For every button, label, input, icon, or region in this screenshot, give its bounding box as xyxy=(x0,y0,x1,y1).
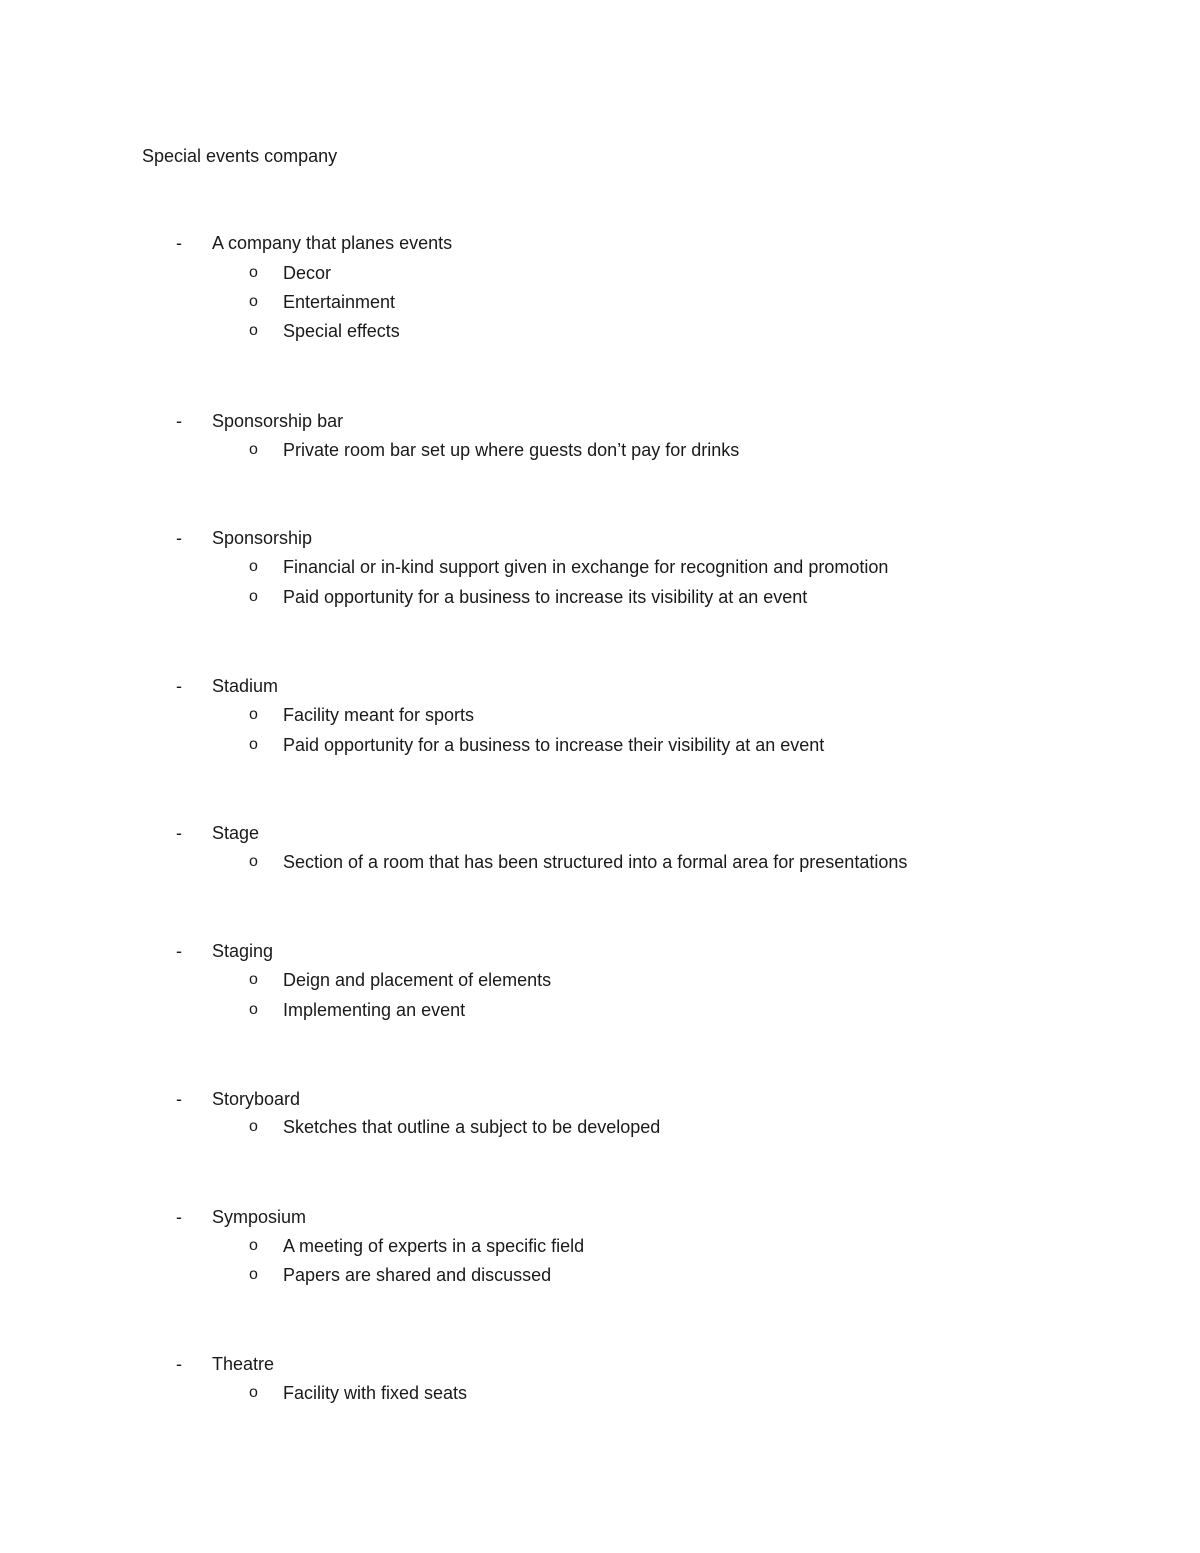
term-detail: A meeting of experts in a specific field xyxy=(283,1236,585,1256)
term-detail: Financial or in-kind support given in exchange for recognition and promotion xyxy=(283,557,889,577)
term-detail: Paid opportunity for a business to increase its visibility at an event xyxy=(283,587,808,607)
term-label: Storyboard xyxy=(212,1089,301,1109)
dash-marker: - xyxy=(176,1089,182,1109)
term-label: Symposium xyxy=(212,1207,307,1227)
bullet-marker: o xyxy=(249,1237,258,1254)
bullet-marker: o xyxy=(249,736,258,753)
term-detail: Papers are shared and discussed xyxy=(283,1265,552,1285)
bullet-marker: o xyxy=(249,971,258,988)
bullet-marker: o xyxy=(249,322,258,339)
term-detail: Facility meant for sports xyxy=(283,705,475,725)
bullet-marker: o xyxy=(249,293,258,310)
document-title: Special events company xyxy=(142,146,338,166)
term-detail: Paid opportunity for a business to increase their visibility at an event xyxy=(283,735,825,755)
term-label: Staging xyxy=(212,941,274,961)
dash-marker: - xyxy=(176,823,182,843)
term-detail: Decor xyxy=(283,263,332,283)
dash-marker: - xyxy=(176,411,182,431)
term-detail: Facility with fixed seats xyxy=(283,1383,468,1403)
bullet-marker: o xyxy=(249,1384,258,1401)
dash-marker: - xyxy=(176,1207,182,1227)
bullet-marker: o xyxy=(249,1266,258,1283)
term-detail: Deign and placement of elements xyxy=(283,970,552,990)
bullet-marker: o xyxy=(249,558,258,575)
bullet-marker: o xyxy=(249,441,258,458)
bullet-marker: o xyxy=(249,588,258,605)
dash-marker: - xyxy=(176,1354,182,1374)
term-label: Stadium xyxy=(212,676,279,696)
term-label: A company that planes events xyxy=(212,233,453,253)
term-label: Sponsorship bar xyxy=(212,411,344,431)
bullet-marker: o xyxy=(249,1001,258,1018)
term-label: Sponsorship xyxy=(212,528,313,548)
dash-marker: - xyxy=(176,676,182,696)
term-detail: Special effects xyxy=(283,321,400,341)
term-detail: Implementing an event xyxy=(283,1000,466,1020)
term-detail: Private room bar set up where guests don’t pay for drinks xyxy=(283,440,740,460)
term-detail: Sketches that outline a subject to be developed xyxy=(283,1117,661,1137)
term-label: Stage xyxy=(212,823,260,843)
dash-marker: - xyxy=(176,941,182,961)
bullet-marker: o xyxy=(249,706,258,723)
bullet-marker: o xyxy=(249,853,258,870)
bullet-marker: o xyxy=(249,1118,258,1135)
term-detail: Entertainment xyxy=(283,292,396,312)
dash-marker: - xyxy=(176,528,182,548)
dash-marker: - xyxy=(176,233,182,253)
term-label: Theatre xyxy=(212,1354,275,1374)
term-detail: Section of a room that has been structured into a formal area for presentations xyxy=(283,852,908,872)
bullet-marker: o xyxy=(249,264,258,281)
